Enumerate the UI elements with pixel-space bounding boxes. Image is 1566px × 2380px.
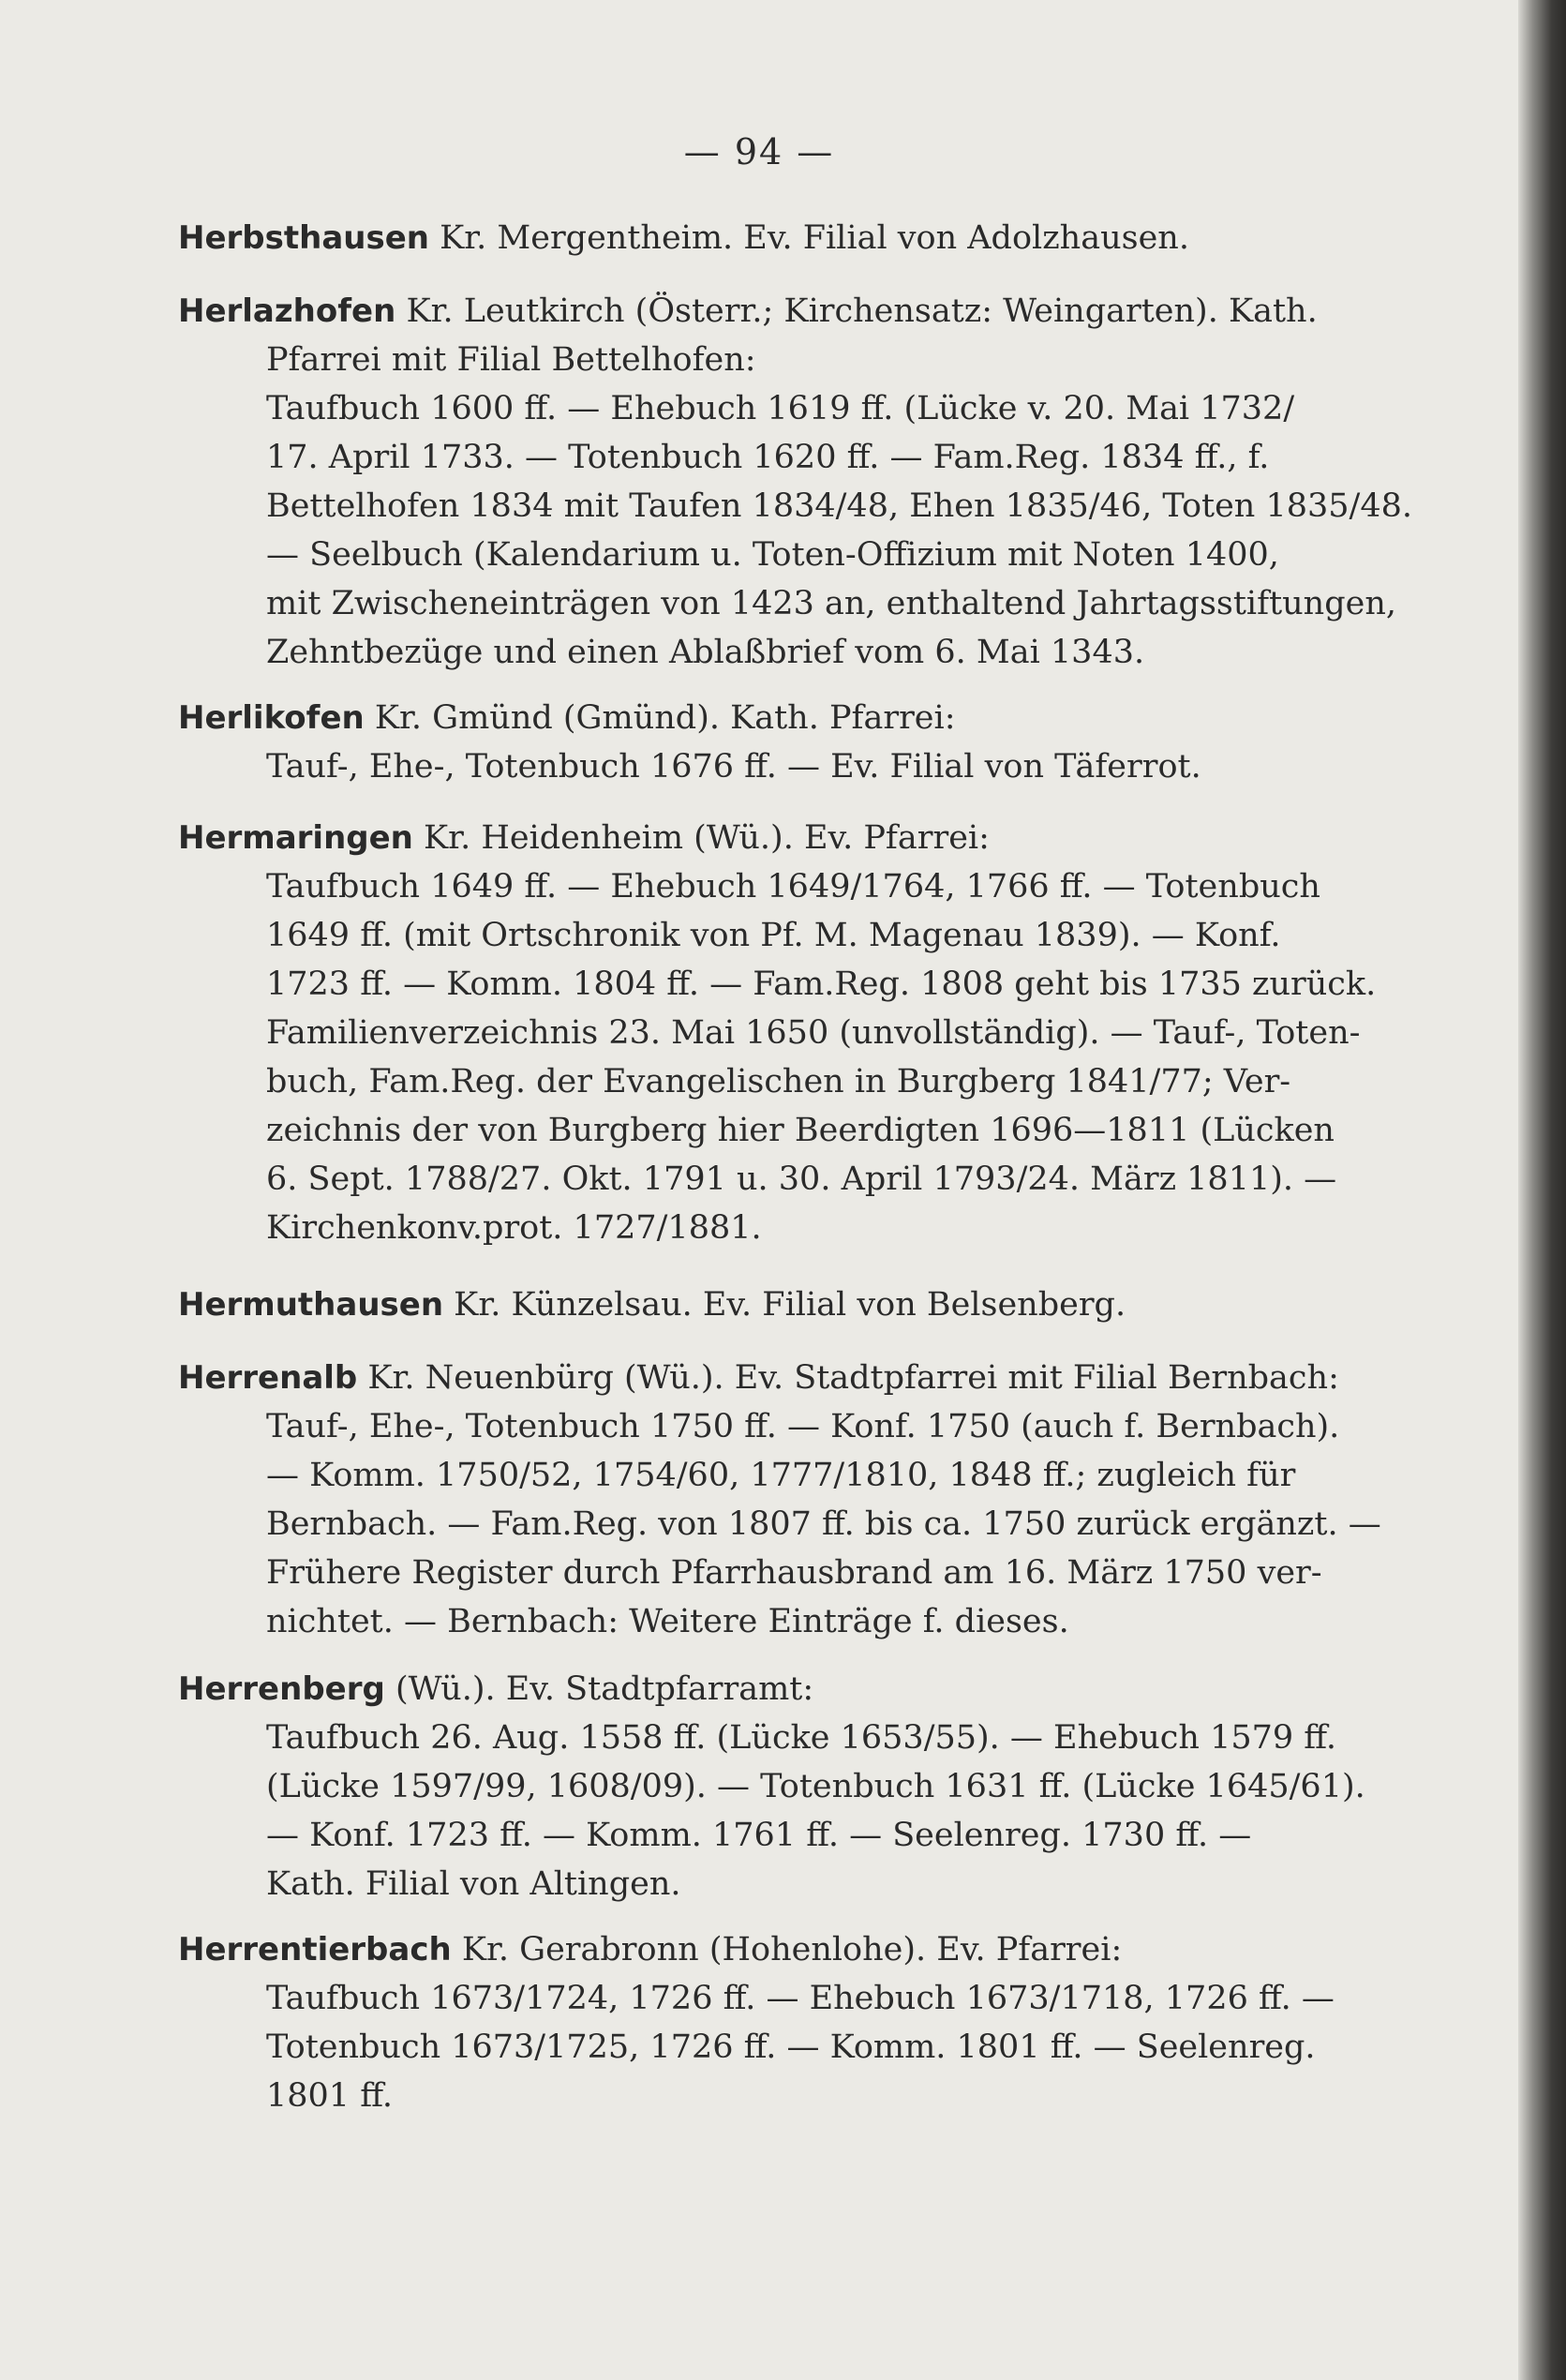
entry-line: nichtet. — Bernbach: Weitere Einträge f. dieses. bbox=[266, 1603, 1069, 1640]
entry-text: Kr. Heidenheim (Wü.). Ev. Pfarrei: bbox=[424, 819, 990, 857]
entry-text: Kr. Künzelsau. Ev. Filial von Belsenberg. bbox=[454, 1286, 1126, 1324]
entry-line: Zehntbezüge und einen Ablaßbrief vom 6. Mai 1343. bbox=[266, 634, 1145, 671]
entry-line: mit Zwischeneinträgen von 1423 an, enthaltend Jahrtagsstiftungen, bbox=[266, 585, 1397, 622]
entry-text: Kr. Neuenbürg (Wü.). Ev. Stadtpfarrei mit Filial Bernbach: bbox=[367, 1359, 1339, 1397]
entry-line: Taufbuch 1673/1724, 1726 ff. — Ehebuch 1673/1718, 1726 ff. — bbox=[266, 1980, 1335, 2017]
entry-line: Kirchenkonv.prot. 1727/1881. bbox=[266, 1209, 762, 1247]
entry-line: — Komm. 1750/52, 1754/60, 1777/1810, 1848 ff.; zugleich für bbox=[266, 1457, 1296, 1494]
entry-first-line bbox=[178, 214, 1415, 262]
entry-line: 1649 ff. (mit Ortschronik von Pf. M. Magenau 1839). — Konf. bbox=[266, 917, 1281, 954]
entry-hermaringen bbox=[178, 814, 1415, 1252]
entry-line: buch, Fam.Reg. der Evangelischen in Burgberg 1841/77; Ver- bbox=[266, 1063, 1291, 1100]
entry-line: Tauf-, Ehe-, Totenbuch 1750 ff. — Konf. 1750 (auch f. Bernbach). bbox=[266, 1408, 1340, 1445]
entry-line: — Seelbuch (Kalendarium u. Toten-Offizium mit Noten 1400, bbox=[266, 536, 1279, 574]
book-edge bbox=[1518, 0, 1566, 2380]
entry-headword: Herrentierbach bbox=[178, 1931, 452, 1968]
entry-hermuthausen bbox=[178, 1280, 1415, 1329]
entry-first-line bbox=[178, 1354, 1415, 1402]
entry-first-line bbox=[178, 694, 1415, 742]
entry-first-line bbox=[178, 814, 1415, 862]
entry-line: (Lücke 1597/99, 1608/09). — Totenbuch 1631 ff. (Lücke 1645/61). bbox=[266, 1768, 1365, 1805]
entry-line: Taufbuch 1649 ff. — Ehebuch 1649/1764, 1766 ff. — Totenbuch bbox=[266, 868, 1320, 906]
entry-text: Kr. Gmünd (Gmünd). Kath. Pfarrei: bbox=[374, 699, 956, 737]
entry-headword: Hermuthausen bbox=[178, 1286, 444, 1324]
entry-headword: Herrenalb bbox=[178, 1359, 358, 1397]
entry-herrenalb bbox=[178, 1354, 1415, 1646]
entry-first-line bbox=[178, 287, 1415, 336]
entry-text: Kr. Gerabronn (Hohenlohe). Ev. Pfarrei: bbox=[461, 1931, 1123, 1968]
entry-herbsthausen bbox=[178, 214, 1415, 262]
entry-headword: Herrenberg bbox=[178, 1670, 385, 1708]
entry-herrentierbach bbox=[178, 1925, 1415, 2120]
entry-line: Pfarrei mit Filial Bettelhofen: bbox=[266, 341, 756, 379]
entry-herlazhofen bbox=[178, 287, 1415, 677]
entry-line: Kath. Filial von Altingen. bbox=[266, 1865, 681, 1903]
entry-line: Tauf-, Ehe-, Totenbuch 1676 ff. — Ev. Filial von Täferrot. bbox=[266, 748, 1201, 786]
entry-herlikofen bbox=[178, 694, 1415, 791]
entry-text: Kr. Leutkirch (Österr.; Kirchensatz: Weingarten). Kath. bbox=[406, 292, 1318, 330]
entry-line: Bernbach. — Fam.Reg. von 1807 ff. bis ca. 1750 zurück ergänzt. — bbox=[266, 1505, 1381, 1543]
entry-line: — Konf. 1723 ff. — Komm. 1761 ff. — Seelenreg. 1730 ff. — bbox=[266, 1817, 1252, 1854]
entry-line: Taufbuch 1600 ff. — Ehebuch 1619 ff. (Lücke v. 20. Mai 1732/ bbox=[266, 390, 1295, 427]
entry-headword: Herlazhofen bbox=[178, 292, 396, 330]
entry-line: Taufbuch 26. Aug. 1558 ff. (Lücke 1653/55). — Ehebuch 1579 ff. bbox=[266, 1719, 1337, 1757]
entry-text: (Wü.). Ev. Stadtpfarramt: bbox=[395, 1670, 814, 1708]
entry-headword: Hermaringen bbox=[178, 819, 413, 857]
entry-headword: Herbsthausen bbox=[178, 219, 429, 257]
page-number: — 94 — bbox=[683, 131, 835, 172]
entry-line: Frühere Register durch Pfarrhausbrand am 16. März 1750 ver- bbox=[266, 1554, 1322, 1592]
entry-herrenberg bbox=[178, 1665, 1415, 1908]
entry-first-line bbox=[178, 1280, 1415, 1329]
entry-line: Bettelhofen 1834 mit Taufen 1834/48, Ehen 1835/46, Toten 1835/48. bbox=[266, 487, 1413, 525]
entry-line: 1723 ff. — Komm. 1804 ff. — Fam.Reg. 1808 geht bis 1735 zurück. bbox=[266, 965, 1377, 1003]
entry-line: Familienverzeichnis 23. Mai 1650 (unvollständig). — Tauf-, Toten- bbox=[266, 1014, 1361, 1052]
entry-first-line bbox=[178, 1925, 1415, 1974]
entry-line: 6. Sept. 1788/27. Okt. 1791 u. 30. April 1793/24. März 1811). — bbox=[266, 1160, 1337, 1198]
entry-line: 1801 ff. bbox=[266, 2077, 393, 2115]
entry-first-line bbox=[178, 1665, 1415, 1714]
entry-line: zeichnis der von Burgberg hier Beerdigten 1696—1811 (Lücken bbox=[266, 1112, 1335, 1149]
entry-line: 17. April 1733. — Totenbuch 1620 ff. — Fam.Reg. 1834 ff., f. bbox=[266, 439, 1270, 476]
entry-line: Totenbuch 1673/1725, 1726 ff. — Komm. 1801 ff. — Seelenreg. bbox=[266, 2028, 1316, 2066]
entry-text: Kr. Mergentheim. Ev. Filial von Adolzhausen. bbox=[440, 219, 1189, 257]
entry-headword: Herlikofen bbox=[178, 699, 365, 737]
